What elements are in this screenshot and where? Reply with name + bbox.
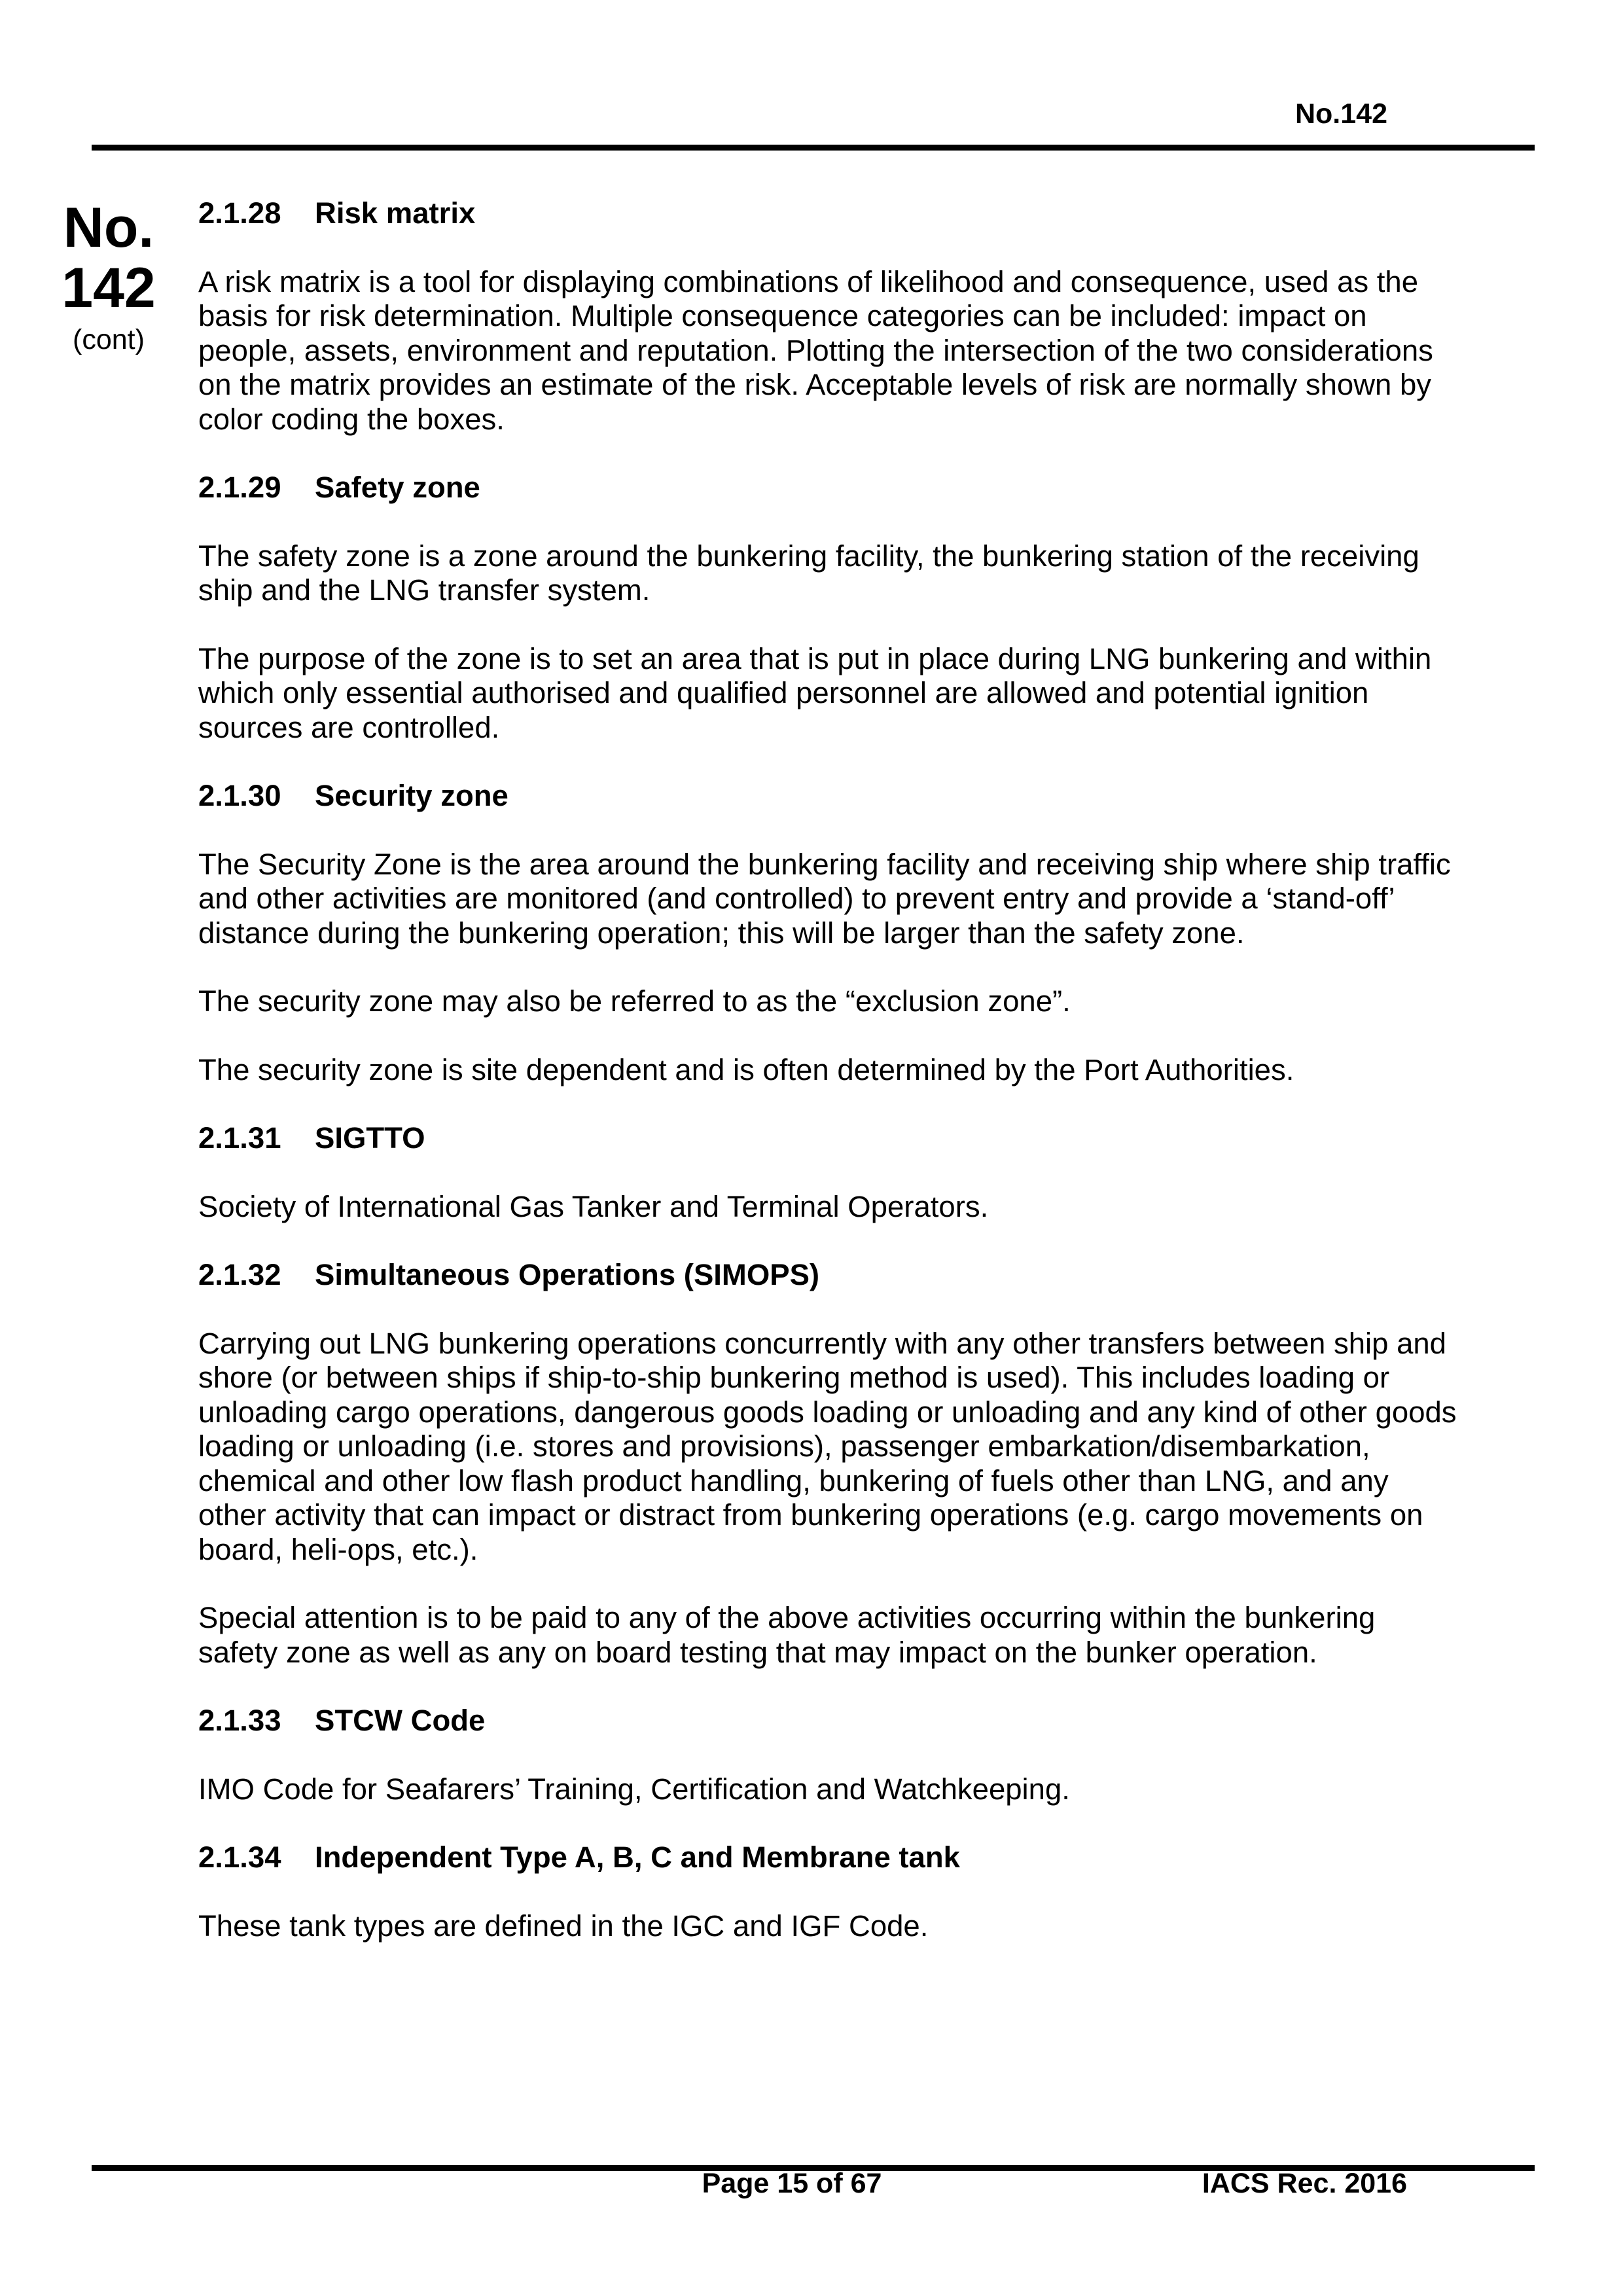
section-title: Simultaneous Operations (SIMOPS) bbox=[315, 1258, 820, 1291]
side-number: 142 bbox=[62, 257, 156, 319]
header-rule bbox=[92, 145, 1535, 151]
section-number: 2.1.30 bbox=[198, 779, 281, 812]
section-safety-zone bbox=[198, 471, 1461, 745]
section-heading bbox=[198, 471, 1461, 505]
section-heading bbox=[198, 1258, 1461, 1293]
section-tank-types bbox=[198, 1840, 1461, 1943]
paragraph: IMO Code for Seafarers’ Training, Certification and Watchkeeping. bbox=[198, 1772, 1070, 1806]
section-number: 2.1.34 bbox=[198, 1840, 281, 1874]
side-no-label: No. bbox=[63, 196, 154, 259]
paragraph: The Security Zone is the area around the bunkering facility and receiving ship where ship traffic and other activities are monitored (and controlled) to prevent entry and provide a ‘stand-off’ distance during the bunkering operation; this will be larger than the safety zone. bbox=[198, 847, 1451, 950]
section-number: 2.1.29 bbox=[198, 471, 281, 504]
paragraph: Society of International Gas Tanker and Terminal Operators. bbox=[198, 1189, 989, 1223]
footer-page-number: Page 15 of 67 bbox=[702, 2168, 882, 2199]
paragraph: Carrying out LNG bunkering operations concurrently with any other transfers between ship and shore (or between ships if ship-to-ship bunkering method is used). This includes loading or unloading cargo operations, dangerous goods loading or unloading and any kind of other goods loading or unloading (i.e. stores and provisions), passenger embarkation/disembarkation, chemical and other low flash product handling, bunkering of fuels other than LNG, and any other activity that can impact or distract from bunkering operations (e.g. cargo movements on board, heli-ops, etc.). bbox=[198, 1326, 1457, 1566]
section-heading bbox=[198, 1704, 1461, 1738]
section-heading bbox=[198, 1840, 1461, 1875]
document-body bbox=[198, 196, 1461, 1977]
section-title: Safety zone bbox=[315, 471, 480, 504]
section-number: 2.1.32 bbox=[198, 1258, 281, 1291]
section-sigtto bbox=[198, 1121, 1461, 1224]
section-title: STCW Code bbox=[315, 1704, 486, 1737]
section-title: Security zone bbox=[315, 779, 508, 812]
section-simops bbox=[198, 1258, 1461, 1670]
section-heading bbox=[198, 1121, 1461, 1156]
footer-recommendation-label: IACS Rec. 2016 bbox=[1202, 2168, 1407, 2199]
paragraph: Special attention is to be paid to any of the above activities occurring within the bunkering safety zone as well as any on board testing that may impact on the bunker operation. bbox=[198, 1601, 1376, 1669]
paragraph: The safety zone is a zone around the bunkering facility, the bunkering station of the receiving ship and the LNG transfer system. bbox=[198, 539, 1419, 607]
side-cont-label: (cont) bbox=[73, 324, 145, 355]
paragraph: The security zone is site dependent and is often determined by the Port Authorities. bbox=[198, 1052, 1294, 1086]
section-risk-matrix bbox=[198, 196, 1461, 437]
section-title: Independent Type A, B, C and Membrane tank bbox=[315, 1840, 960, 1874]
paragraph: These tank types are defined in the IGC and IGF Code. bbox=[198, 1909, 929, 1943]
header-document-number: No.142 bbox=[1294, 98, 1387, 130]
section-number: 2.1.33 bbox=[198, 1704, 281, 1737]
section-heading bbox=[198, 779, 1461, 814]
section-number: 2.1.31 bbox=[198, 1121, 281, 1155]
paragraph: The purpose of the zone is to set an area that is put in place during LNG bunkering and within which only essential authorised and qualified personnel are allowed and potential ignition sources are controlled. bbox=[198, 641, 1432, 744]
section-title: Risk matrix bbox=[315, 196, 476, 230]
section-title: SIGTTO bbox=[315, 1121, 425, 1155]
paragraph: The security zone may also be referred to as the “exclusion zone”. bbox=[198, 984, 1071, 1018]
section-security-zone bbox=[198, 779, 1461, 1087]
section-stcw-code bbox=[198, 1704, 1461, 1806]
section-number: 2.1.28 bbox=[198, 196, 281, 230]
paragraph: A risk matrix is a tool for displaying combinations of likelihood and consequence, used as the basis for risk determination. Multiple consequence categories can be included: impact on people, assets, environment and reputation. Plotting the intersection of the two considerations on the matrix provides an estimate of the risk. Acceptable levels of risk are normally shown by color coding the boxes. bbox=[198, 264, 1433, 436]
section-heading bbox=[198, 196, 1461, 231]
